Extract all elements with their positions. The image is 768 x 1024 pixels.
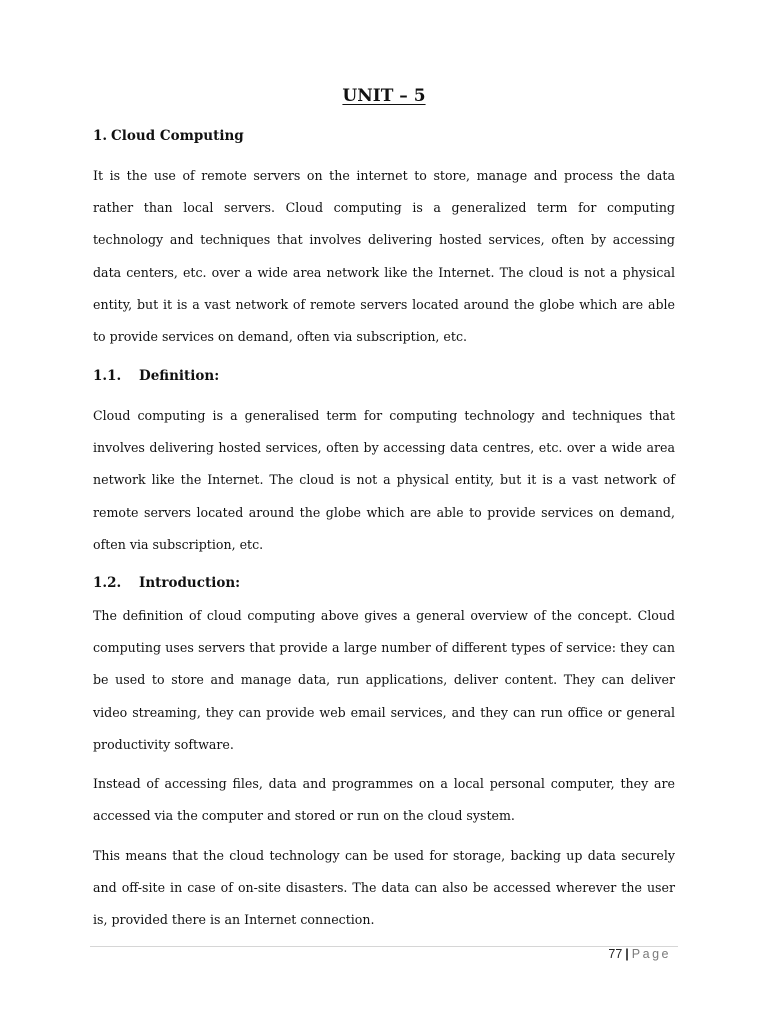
page-number: 77 (608, 947, 623, 961)
section-title: Cloud Computing (111, 128, 244, 144)
section-heading-cloud-computing (93, 128, 244, 144)
section-number: 1.1. (93, 368, 122, 384)
page-label: Page (631, 947, 671, 961)
section-number: 1. (93, 128, 108, 144)
page-separator: | (625, 947, 629, 961)
section-title: Definition: (139, 368, 220, 384)
paragraph-cloud-computing: It is the use of remote servers on the internet to store, manage and process the data rather than local servers. Cloud computing is a generalized term for computing technology and techniques that involves delivering hosted services, often by accessing data centers, etc. over a wide area network like the Internet. The cloud is not a physical entity, but it is a vast network of remote servers located around the globe which are able to provide services on demand, often via subscription, etc. (93, 168, 675, 345)
section-number: 1.2. (93, 575, 122, 591)
page-footer (608, 947, 671, 961)
paragraph-introduction-1: The definition of cloud computing above gives a general overview of the concept. Cloud computing uses servers that provide a large number of different types of service: they can be used to store and manage data, run applications, deliver content. They can deliver video streaming, they can provide web email services, and they can run office or general productivity software. (93, 608, 675, 752)
section-title: Introduction: (139, 575, 241, 591)
paragraph-introduction-2: Instead of accessing files, data and programmes on a local personal computer, they are accessed via the computer and stored or run on the cloud system. (93, 776, 675, 824)
footer-divider (90, 946, 678, 947)
section-heading-definition (93, 368, 219, 384)
paragraph-introduction-3: This means that the cloud technology can be used for storage, backing up data securely and off-site in case of on-site disasters. The data can also be accessed wherever the user is, provided there is an Internet connection. (93, 848, 675, 928)
section-heading-introduction (93, 575, 240, 591)
paragraph-definition: Cloud computing is a generalised term for computing technology and techniques that involves delivering hosted services, often by accessing data centres, etc. over a wide area network like the Internet. The cloud is not a physical entity, but it is a vast network of remote servers located around the globe which are able to provide services on demand, often via subscription, etc. (93, 408, 675, 552)
unit-title: UNIT – 5 (342, 86, 426, 106)
